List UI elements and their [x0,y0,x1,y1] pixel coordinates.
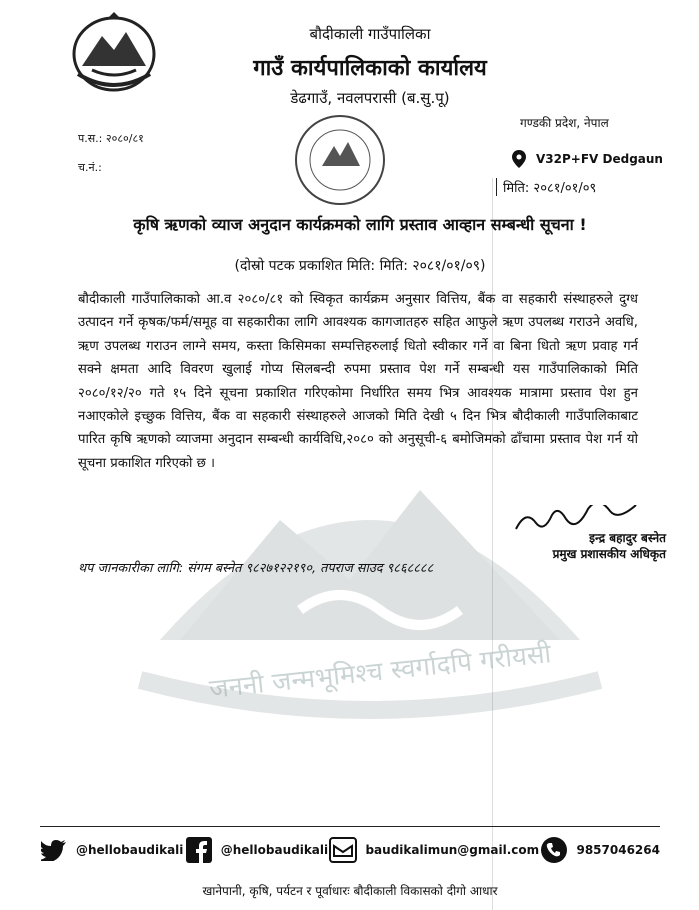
signer-name: इन्द्र बहादुर बस्नेत [589,531,666,545]
facebook-handle: @hellobaudikali [220,843,329,857]
office-stamp-icon [290,110,390,210]
location-line [512,150,663,168]
office-address: डेढगाउँ, नवलपरासी (ब.सु.पू) [290,89,450,107]
notice-subtitle: (दोस्रो पटक प्रकाशित मिति: मिति: २०८१/०१/०९) [234,258,486,274]
reference-number: प.स.: २०८०/८१ [78,132,144,145]
notice-date: मिति: २०८१/०१/०९ [496,178,596,196]
map-pin-icon [512,150,526,168]
footer-tagline: खानेपानी, कृषि, पर्यटन र पूर्वाधारः बौदीकाली विकासको दीगो आधार [202,884,498,898]
contact-info: थप जानकारीका लागि: संगम बस्नेत ९८२७१२२१९०, तपराज साउद ९८६८८८८ [78,561,434,576]
notice-body: बौदीकाली गाउँपालिकाको आ.व २०८०/८१ को स्विकृत कार्यक्रम अनुसार वित्तिय, बैंक वा सहकारी संस्थाहरुले दुग्ध उत्पादन गर्ने कृषक/फर्म/समूह वा सहकारीका लागि आवश्यक कागजातहरु सहित आफुले ऋण उपलब्ध गराउने अवधि, ऋण उपलब्ध गराउन लाग्ने समय, कस्ता किसिमका सम्पत्तिहरुलाई धितो स्वीकार गर्ने वा बिना धितो ऋण प्रवाह गर्न सक्ने क्षमता आदि विवरण खुलाई गोप्य सिलबन्दी रुपमा प्रस्ताव पेश गर्ने सम्बन्धी यस गाउँपालिकाको मिति २०८०/१२/२० गते १५ दिने सूचना प्रकाशित गरिएकोमा निर्धारित समय भित्र आवश्यक मात्रामा प्रस्ताव पेश हुन नआएकोले इच्छुक वित्तिय, बैंक वा सहकारी संस्थाहरुले आजको मिति देखी ५ दिन भित्र बौदीकाली गाउँपालिकाबाट पारित कृषि ऋणको व्याजमा अनुदान सम्बन्धी कार्यविधि,२०८० को अनुसूची-६ बमोजिमको ढाँचामा प्रस्ताव पेश गर्न यो सूचना प्रकाशित गरिएको छ । [78,292,638,471]
footer-contacts [40,836,660,864]
phone-link[interactable] [540,836,660,864]
email-link[interactable] [329,836,539,864]
emblem-icon [68,10,160,92]
motto-watermark: जननी जन्मभूमिश्च स्वर्गादपि गरीयसी [207,639,553,705]
email-icon [329,836,357,864]
province: गण्डकी प्रदेश, नेपाल [520,116,609,130]
footer-divider [40,826,660,827]
facebook-icon [185,836,213,864]
signer-title: प्रमुख प्रशासकीय अधिकृत [552,547,666,561]
facebook-link[interactable] [185,836,328,864]
phone-number: 9857046264 [576,843,660,857]
twitter-handle: @hellobaudikali [76,843,184,857]
notice-title: कृषि ऋणको व्याज अनुदान कार्यक्रमको लागि प्रस्ताव आव्हान सम्बन्धी सूचना ! [133,215,587,234]
office-name: गाउँ कार्यपालिकाको कार्यालय [253,56,487,81]
org-name: बौदीकाली गाउँपालिका [309,25,431,43]
plus-code: V32P+FV Dedgaun [536,152,663,166]
email-address: baudikalimun@gmail.com [365,843,540,857]
phone-icon [540,836,568,864]
twitter-icon [40,836,68,864]
twitter-link[interactable] [40,836,183,864]
dispatch-number: च.नं.: [78,161,102,174]
signer-block [516,530,666,562]
